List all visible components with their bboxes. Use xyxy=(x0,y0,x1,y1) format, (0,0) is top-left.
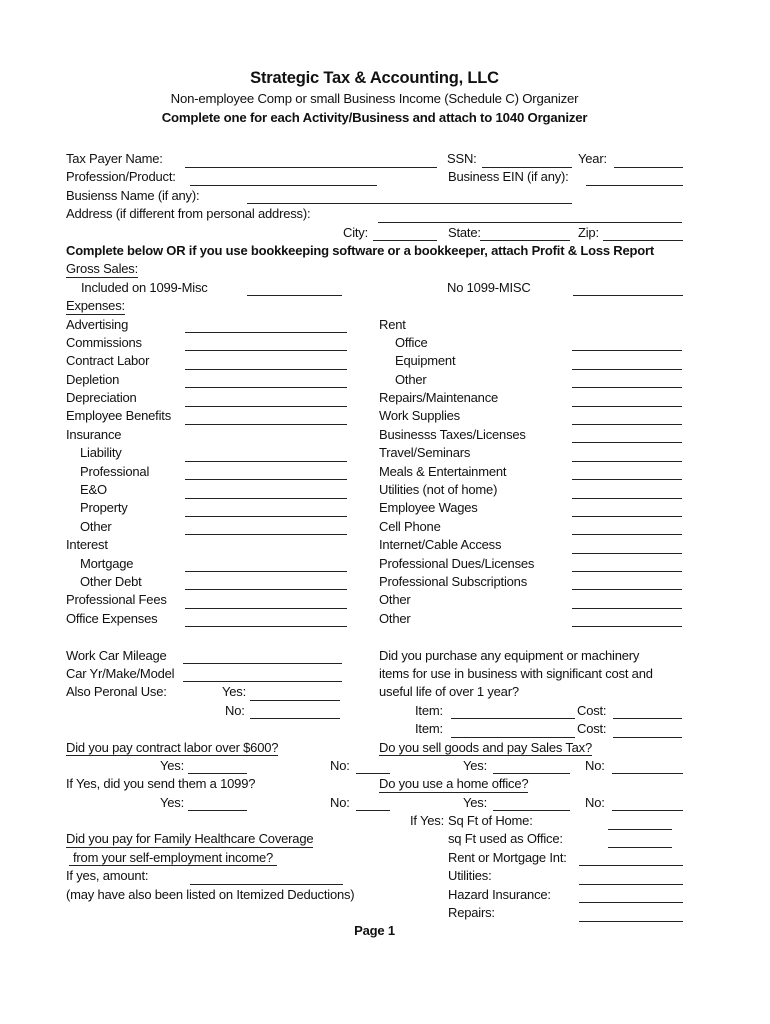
expense-row xyxy=(66,481,706,499)
personal-use-yes-field[interactable] xyxy=(250,683,340,701)
footer-row xyxy=(66,922,706,940)
expense-amount-field[interactable] xyxy=(572,499,682,517)
year-field[interactable] xyxy=(614,150,683,168)
item-2-field[interactable] xyxy=(451,720,575,738)
ssn-field[interactable] xyxy=(482,150,572,168)
expense-label: Insurance xyxy=(66,426,122,442)
work-car-mileage-row xyxy=(66,647,706,665)
sqft-office-field[interactable] xyxy=(608,830,672,848)
expense-row xyxy=(66,536,706,554)
sqft-home-field[interactable] xyxy=(608,812,672,830)
work-car-mileage-field[interactable] xyxy=(183,647,342,665)
expense-amount-field[interactable] xyxy=(572,371,682,389)
expense-row xyxy=(66,463,706,481)
expense-label: Contract Labor xyxy=(66,353,150,369)
expense-row xyxy=(66,591,706,609)
expense-label: Liability xyxy=(80,445,122,461)
expense-amount-field[interactable] xyxy=(185,610,347,628)
contract-labor-question: Did you pay contract labor over $600? xyxy=(66,739,279,755)
home-office-question: Do you use a home office? xyxy=(379,776,529,792)
expense-label: Employee Wages xyxy=(379,500,478,516)
gross-sales-row xyxy=(66,279,706,297)
repairs-field[interactable] xyxy=(579,904,683,922)
expense-label: Mortgage xyxy=(80,555,134,571)
expense-label: Repairs/Maintenance xyxy=(379,390,499,406)
equipment-question-line3: useful life of over 1 year? xyxy=(379,684,519,700)
healthcare-question-line2: from your self-employment income? xyxy=(69,849,277,867)
contract-labor-no-field[interactable] xyxy=(356,757,390,775)
expense-row xyxy=(66,499,706,517)
address-row xyxy=(66,205,706,223)
expense-row xyxy=(66,334,706,352)
expense-amount-field[interactable] xyxy=(185,316,347,334)
home-office-yes-label: Yes: xyxy=(463,794,488,810)
healthcare-amount-row xyxy=(66,867,706,885)
expense-amount-field[interactable] xyxy=(185,389,347,407)
expense-label: Professional Subscriptions xyxy=(379,573,527,589)
expense-row xyxy=(66,610,706,628)
equipment-question-line1: Did you purchase any equipment or machinery xyxy=(379,647,640,663)
expense-label: Travel/Seminars xyxy=(379,445,471,461)
profession-row xyxy=(66,168,706,186)
expense-label: Other xyxy=(379,592,411,608)
expense-amount-field[interactable] xyxy=(572,426,682,444)
expense-amount-field[interactable] xyxy=(572,536,682,554)
expense-row xyxy=(66,352,706,370)
business-name-field[interactable] xyxy=(247,187,572,205)
expense-row xyxy=(66,573,706,591)
send-1099-yes-label: Yes: xyxy=(160,794,185,810)
zip-label: Zip: xyxy=(578,224,599,240)
home-office-yes-field[interactable] xyxy=(493,794,570,812)
no-1099-field[interactable] xyxy=(573,279,683,297)
expense-amount-field[interactable] xyxy=(572,591,682,609)
expense-amount-field[interactable] xyxy=(572,555,682,573)
taxpayer-name-field[interactable] xyxy=(185,150,437,168)
expense-amount-field[interactable] xyxy=(185,518,347,536)
send-1099-question: If Yes, did you send them a 1099? xyxy=(66,776,256,792)
personal-use-no-label: No: xyxy=(225,702,245,718)
expense-label: Utilities (not of home) xyxy=(379,482,498,498)
city-field[interactable] xyxy=(373,224,437,242)
sqft-home-label: Sq Ft of Home: xyxy=(448,813,533,829)
question-headings-row xyxy=(66,739,706,757)
healthcare-amount-field[interactable] xyxy=(190,867,343,885)
document-header xyxy=(66,68,683,127)
expense-label: Other Debt xyxy=(80,573,142,589)
expense-label: Other xyxy=(395,371,427,387)
expense-label: Equipment xyxy=(395,353,456,369)
expense-amount-field[interactable] xyxy=(572,463,682,481)
document-instruction: Complete one for each Activity/Business and attach to 1040 Organizer xyxy=(161,110,588,125)
taxpayer-row xyxy=(66,150,706,168)
sales-tax-no-label: No: xyxy=(585,757,605,773)
if-yes-label: If Yes: xyxy=(410,813,445,829)
expense-label: Commissions xyxy=(66,334,142,350)
company-title: Strategic Tax & Accounting, LLC xyxy=(250,69,499,87)
included-1099-label: Included on 1099-Misc xyxy=(81,279,208,295)
itemized-note: (may have also been listed on Itemized Deductions) xyxy=(66,886,355,902)
equipment-question-line2: items for use in business with significant cost and xyxy=(379,665,653,681)
expense-amount-field[interactable] xyxy=(185,407,347,425)
home-office-no-field[interactable] xyxy=(612,794,683,812)
hazard-insurance-field[interactable] xyxy=(579,886,683,904)
zip-field[interactable] xyxy=(603,224,683,242)
expense-amount-field[interactable] xyxy=(185,444,347,462)
contract-labor-no-label: No: xyxy=(330,757,350,773)
itemized-note-row xyxy=(66,886,706,904)
business-name-label: Busienss Name (if any): xyxy=(66,187,200,203)
page-number: Page 1 xyxy=(354,923,395,939)
personal-use-no-field[interactable] xyxy=(250,702,340,720)
expense-row xyxy=(66,444,706,462)
expense-label: Meals & Entertainment xyxy=(379,463,507,479)
expense-label: Other xyxy=(80,518,112,534)
expense-label: Office xyxy=(395,334,428,350)
item-label: Item: xyxy=(415,721,443,737)
sales-tax-no-field[interactable] xyxy=(612,757,683,775)
item-1-field[interactable] xyxy=(451,702,575,720)
gross-sales-heading: Gross Sales: xyxy=(66,261,139,277)
expense-amount-field[interactable] xyxy=(185,371,347,389)
expense-label: Advertising xyxy=(66,316,129,332)
item-label: Item: xyxy=(415,702,443,718)
spacer xyxy=(66,628,706,646)
utilities-field[interactable] xyxy=(579,867,683,885)
expense-amount-field[interactable] xyxy=(185,463,347,481)
expense-label: Professional xyxy=(80,463,150,479)
bookkeeping-note-row xyxy=(66,242,706,260)
expenses-heading-row xyxy=(66,297,706,315)
expense-label: Rent xyxy=(379,316,406,332)
cost-1-field[interactable] xyxy=(613,702,682,720)
repairs-label: Repairs: xyxy=(448,905,495,921)
sqft-office-label: sq Ft used as Office: xyxy=(448,831,563,847)
bookkeeping-note: Complete below OR if you use bookkeeping software or a bookkeeper, attach Profit & Loss Report xyxy=(66,242,654,258)
city-label: City: xyxy=(343,224,369,240)
yes-no-row xyxy=(66,757,706,775)
send-1099-row xyxy=(66,775,706,793)
expense-label: Work Supplies xyxy=(379,408,460,424)
expense-amount-field[interactable] xyxy=(185,499,347,517)
expense-amount-field[interactable] xyxy=(185,573,347,591)
taxpayer-name-label: Tax Payer Name: xyxy=(66,151,163,166)
sqft-home-row xyxy=(66,812,706,830)
cost-label: Cost: xyxy=(577,702,607,718)
yes-no-row xyxy=(66,794,706,812)
if-yes-amount-label: If yes, amount: xyxy=(66,868,149,884)
expense-label: Cell Phone xyxy=(379,518,441,534)
profession-label: Profession/Product: xyxy=(66,169,176,185)
expense-label: Internet/Cable Access xyxy=(379,537,502,553)
expense-label: Other xyxy=(379,610,411,626)
ssn-label: SSN: xyxy=(447,151,477,166)
address-label: Address (if different from personal address): xyxy=(66,206,311,222)
expense-row xyxy=(66,371,706,389)
expense-row xyxy=(66,555,706,573)
expense-amount-field[interactable] xyxy=(572,352,682,370)
car-make-row xyxy=(66,665,706,683)
document-subtitle: Non-employee Comp or small Business Income (Schedule C) Organizer xyxy=(170,91,579,106)
expenses-heading: Expenses: xyxy=(66,298,125,314)
healthcare-row xyxy=(66,830,706,848)
item-2-row xyxy=(66,720,706,738)
rent-mortgage-label: Rent or Mortgage Int: xyxy=(448,849,567,865)
form-body xyxy=(66,150,706,941)
city-state-zip-row xyxy=(66,224,706,242)
state-label: State: xyxy=(448,224,481,240)
expense-label: E&O xyxy=(80,482,107,498)
gross-sales-heading-row xyxy=(66,260,706,278)
expense-amount-field[interactable] xyxy=(572,518,682,536)
expense-label: Property xyxy=(80,500,128,516)
cost-2-field[interactable] xyxy=(613,720,682,738)
repairs-row xyxy=(66,904,706,922)
expense-label: Office Expenses xyxy=(66,610,158,626)
expense-row xyxy=(66,426,706,444)
hazard-insurance-label: Hazard Insurance: xyxy=(448,886,551,902)
personal-use-label: Also Peronal Use: xyxy=(66,684,167,700)
contract-labor-yes-label: Yes: xyxy=(160,757,185,773)
expense-amount-field[interactable] xyxy=(572,334,682,352)
profession-field[interactable] xyxy=(190,168,377,186)
expense-amount-field[interactable] xyxy=(572,610,682,628)
expense-amount-field[interactable] xyxy=(185,481,347,499)
expense-row xyxy=(66,407,706,425)
state-field[interactable] xyxy=(480,224,570,242)
expense-amount-field[interactable] xyxy=(185,334,347,352)
business-name-row xyxy=(66,187,706,205)
healthcare-row-2 xyxy=(66,849,706,867)
expense-label: Interest xyxy=(66,537,108,553)
address-field[interactable] xyxy=(378,205,682,223)
cost-label: Cost: xyxy=(577,721,607,737)
no-1099-label: No 1099-MISC xyxy=(447,279,531,295)
year-label: Year: xyxy=(578,151,607,166)
send-1099-yes-field[interactable] xyxy=(188,794,247,812)
work-car-mileage-label: Work Car Mileage xyxy=(66,647,167,663)
expense-label: Depletion xyxy=(66,371,120,387)
send-1099-no-label: No: xyxy=(330,794,350,810)
personal-use-yes-label: Yes: xyxy=(222,684,247,700)
expense-amount-field[interactable] xyxy=(185,591,347,609)
expense-amount-field[interactable] xyxy=(572,444,682,462)
expense-amount-field[interactable] xyxy=(572,573,682,591)
home-office-no-label: No: xyxy=(585,794,605,810)
personal-use-row xyxy=(66,683,706,701)
expense-amount-field[interactable] xyxy=(185,352,347,370)
expense-label: Professional Fees xyxy=(66,592,167,608)
business-ein-field[interactable] xyxy=(586,168,683,186)
personal-use-no-row xyxy=(66,702,706,720)
expense-label: Employee Benefits xyxy=(66,408,171,424)
expense-row xyxy=(66,518,706,536)
expense-amount-field[interactable] xyxy=(185,555,347,573)
expense-row xyxy=(66,389,706,407)
business-ein-label: Business EIN (if any): xyxy=(448,169,569,185)
sales-tax-yes-field[interactable] xyxy=(493,757,570,775)
expense-label: Professional Dues/Licenses xyxy=(379,555,535,571)
expense-amount-field[interactable] xyxy=(572,481,682,499)
rent-mortgage-field[interactable] xyxy=(579,849,683,867)
sales-tax-question: Do you sell goods and pay Sales Tax? xyxy=(379,739,592,755)
expense-amount-field[interactable] xyxy=(572,407,682,425)
expense-amount-field[interactable] xyxy=(572,389,682,407)
send-1099-no-field[interactable] xyxy=(356,794,390,812)
utilities-label: Utilities: xyxy=(448,868,492,884)
contract-labor-yes-field[interactable] xyxy=(188,757,247,775)
car-make-label: Car Yr/Make/Model xyxy=(66,665,175,681)
healthcare-question-line1: Did you pay for Family Healthcare Coverage xyxy=(66,831,314,847)
car-make-field[interactable] xyxy=(183,665,342,683)
sales-tax-yes-label: Yes: xyxy=(463,757,488,773)
included-1099-field[interactable] xyxy=(247,279,342,297)
expense-label: Depreciation xyxy=(66,390,137,406)
expense-label: Businesss Taxes/Licenses xyxy=(379,426,526,442)
expense-row xyxy=(66,316,706,334)
